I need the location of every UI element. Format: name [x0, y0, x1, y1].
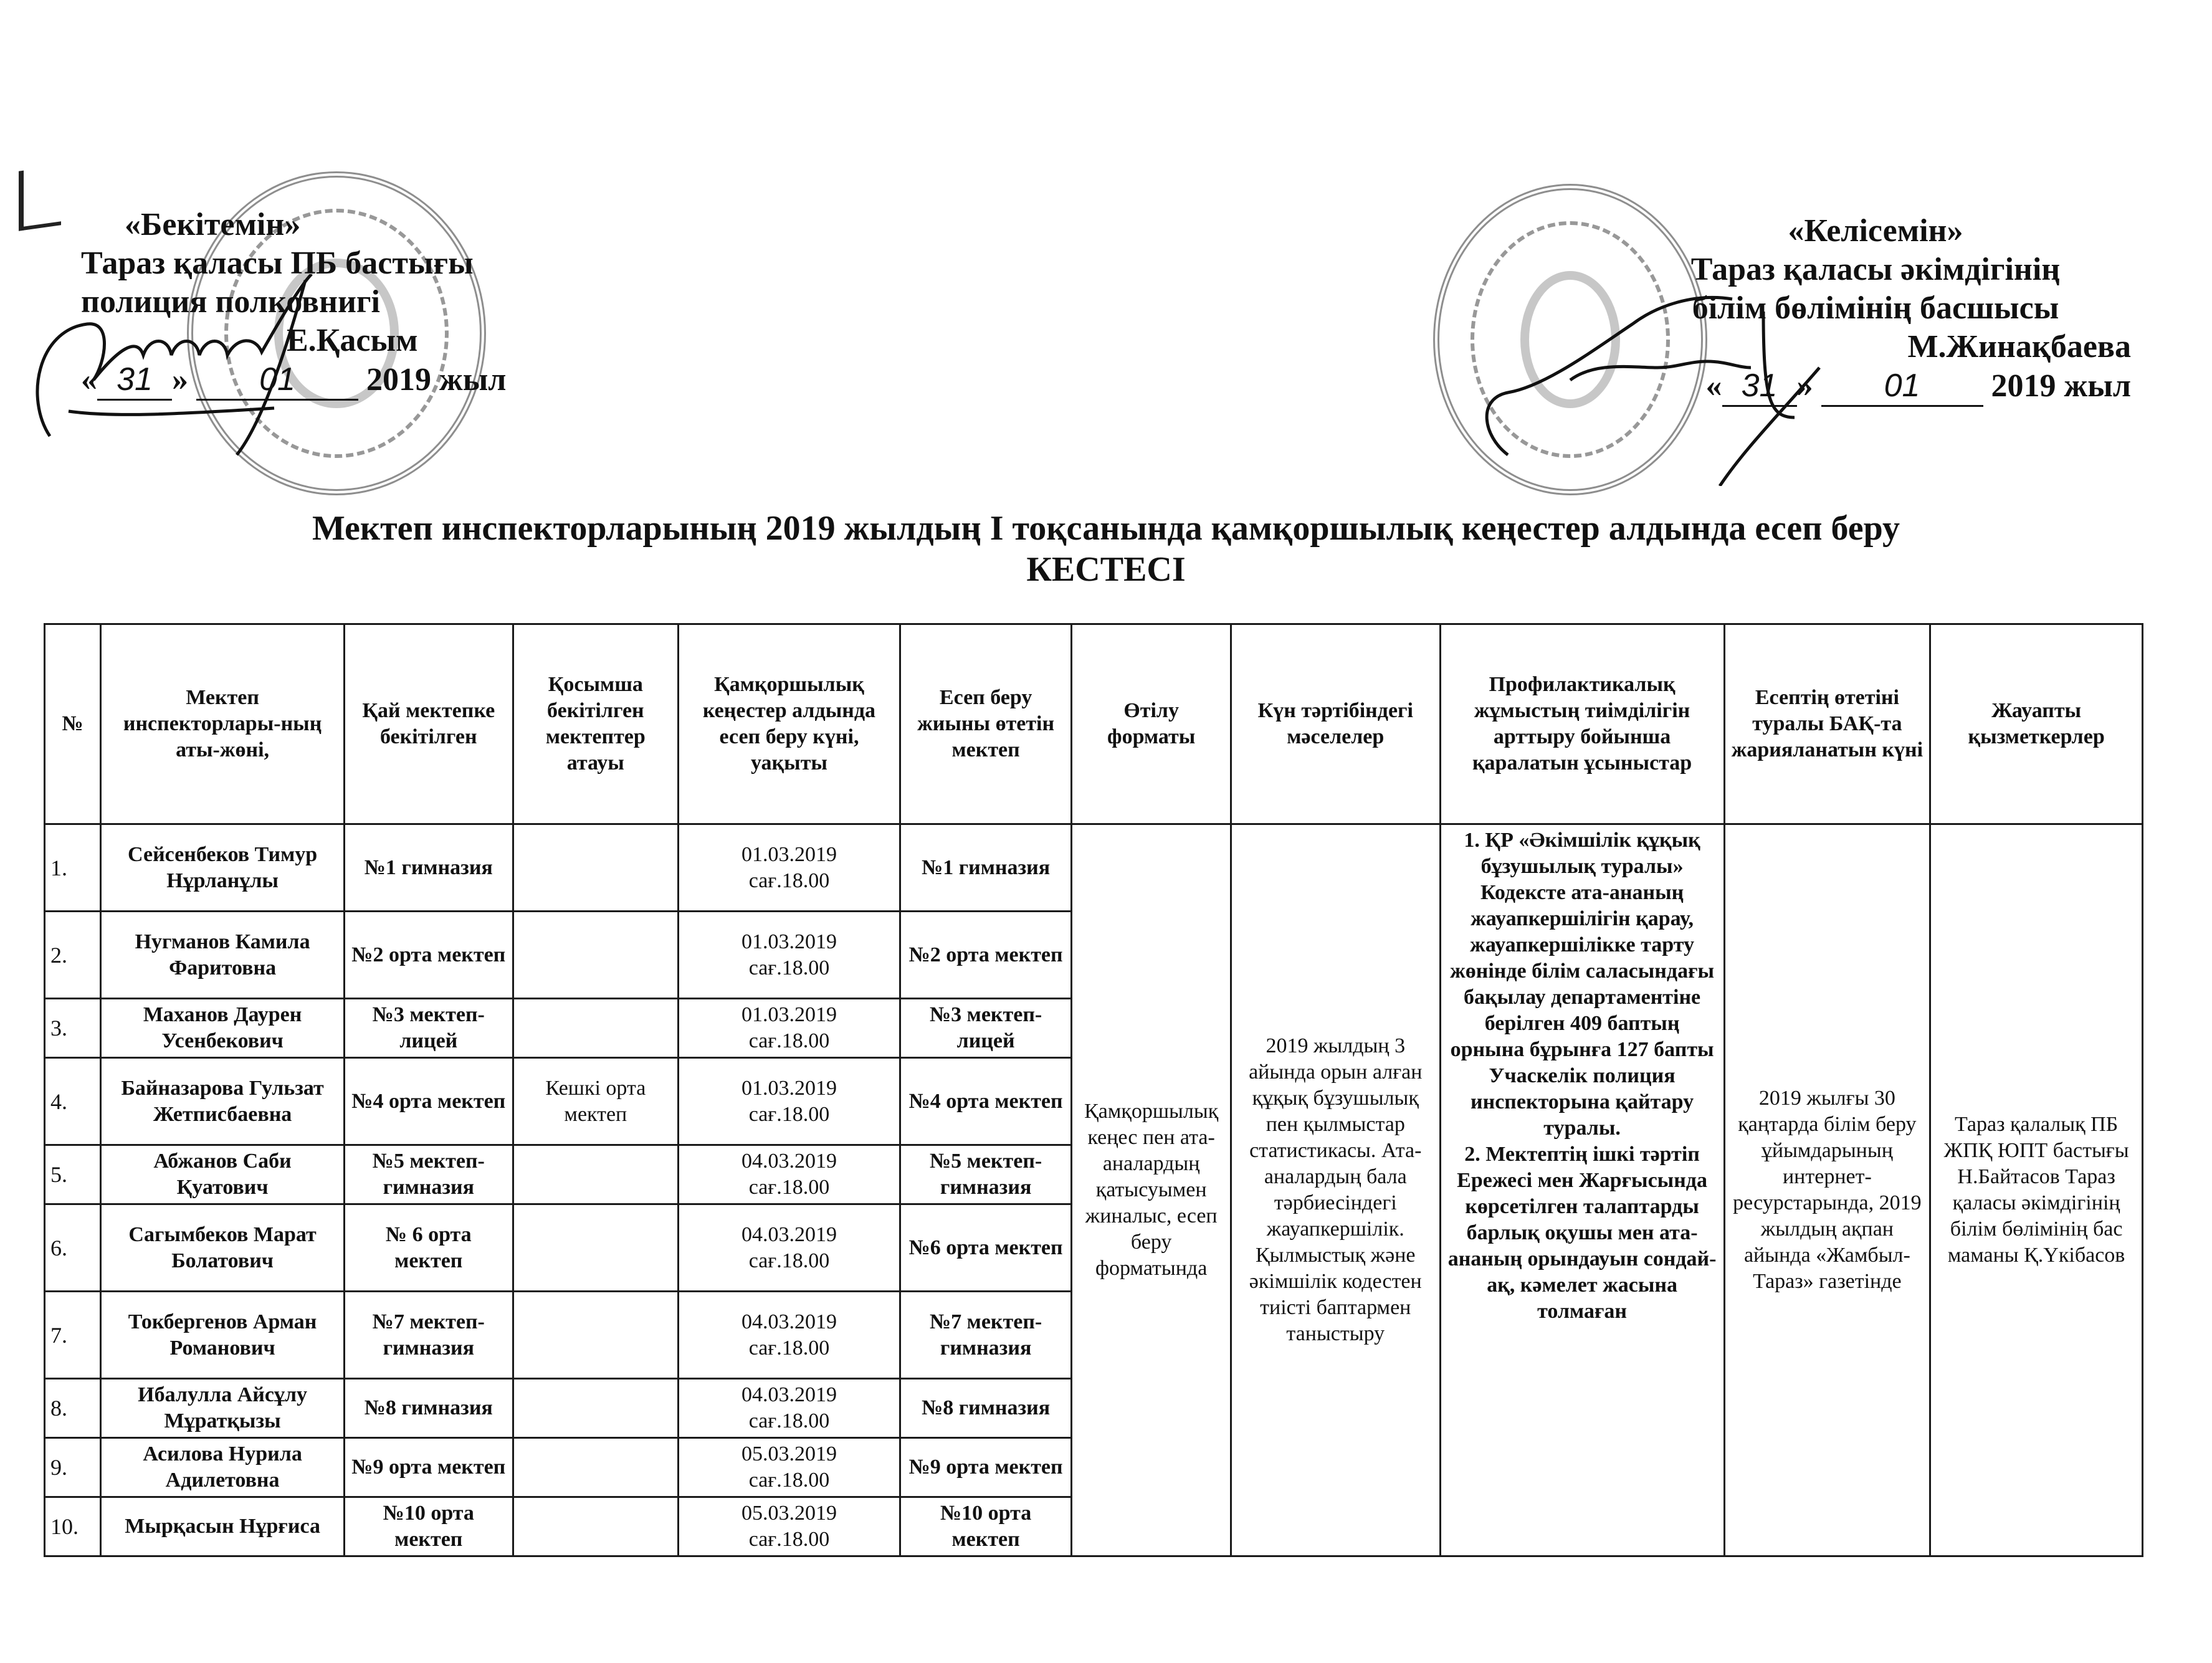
approval-left-month: 01 — [196, 360, 358, 401]
additional-school — [513, 1379, 679, 1438]
row-number: 4. — [45, 1058, 101, 1145]
assigned-school: №10 орта мектеп — [345, 1497, 513, 1556]
report-datetime — [679, 824, 900, 912]
venue-school: №4 орта мектеп — [900, 1058, 1072, 1145]
report-datetime — [679, 1204, 900, 1292]
venue-school: №10 орта мектеп — [900, 1497, 1072, 1556]
signature-right — [1471, 274, 1857, 486]
report-date: 01.03.2019 — [741, 1003, 837, 1026]
report-time: сағ.18.00 — [748, 956, 830, 979]
venue-school: №1 гимназия — [900, 824, 1072, 912]
approval-left-day: 31 — [97, 360, 172, 401]
report-date: 04.03.2019 — [741, 1150, 837, 1173]
row-number: 6. — [45, 1204, 101, 1292]
inspector-name: Байназарова Гульзат Жетписбаевна — [101, 1058, 345, 1145]
report-date: 04.03.2019 — [741, 1383, 837, 1406]
header-venue-school: Есеп беру жиыны өтетін мектеп — [900, 624, 1072, 824]
report-date: 04.03.2019 — [741, 1222, 837, 1246]
recommendation-1: 1. ҚР «Әкімшілік құқық бұзушылық туралы» Кодексте ата-ананың жауапкершілігін қарау, жауапкершілікке тарту жөнінде білім саласындағы бақылау департаментіне берілген 409 баптың орнына бұрынға 127 бапты Учаскелік полиция инспекторына қайтару туралы. — [1450, 829, 1715, 1140]
header-additional-schools: Қосымша бекітілген мектептер атауы — [513, 624, 679, 824]
report-time: сағ.18.00 — [748, 1336, 830, 1360]
report-date: 01.03.2019 — [741, 930, 837, 953]
approval-right-position-2: білім бөлімінің басшысы — [1692, 290, 2059, 326]
assigned-school: №8 гимназия — [345, 1379, 513, 1438]
report-time: сағ.18.00 — [748, 869, 830, 892]
inspector-name: Асилова Нурила Адилетовна — [101, 1438, 345, 1497]
approval-right-day: 31 — [1722, 366, 1797, 407]
row-number: 1. — [45, 824, 101, 912]
report-time: сағ.18.00 — [748, 1249, 830, 1272]
approval-left-date: « 31 » 01 2019 жыл — [81, 360, 592, 401]
schedule-table — [44, 623, 2143, 1557]
report-time: сағ.18.00 — [748, 1469, 830, 1492]
media-date-cell: 2019 жылғы 30 қаңтарда білім беру ұйымдарының интернет-ресурстарында, 2019 жылдың ақпан айында «Жамбыл-Тараз» газетінде — [1724, 824, 1930, 1556]
row-number: 10. — [45, 1497, 101, 1556]
report-datetime — [679, 999, 900, 1058]
title-line-1: Мектеп инспекторларының 2019 жылдың I тоқсанында қамқоршылық кеңестер алдында есеп беру — [312, 509, 1900, 548]
document-title — [0, 508, 2212, 590]
assigned-school: № 6 орта мектеп — [345, 1204, 513, 1292]
additional-school — [513, 1292, 679, 1379]
report-date: 01.03.2019 — [741, 1076, 837, 1100]
assigned-school: №9 орта мектеп — [345, 1438, 513, 1497]
additional-school: Кешкі орта мектеп — [513, 1058, 679, 1145]
report-date: 01.03.2019 — [741, 842, 837, 866]
header-agenda: Күн тәртібіндегі мәселелер — [1231, 624, 1440, 824]
report-time: сағ.18.00 — [748, 1102, 830, 1126]
row-number: 9. — [45, 1438, 101, 1497]
margin-bracket-mark — [19, 165, 61, 231]
header-responsible-staff: Жауапты қызметкерлер — [1930, 624, 2143, 824]
report-datetime — [679, 1497, 900, 1556]
approval-right-signatory: М.Жинақбаева — [1907, 329, 2131, 365]
row-number: 8. — [45, 1379, 101, 1438]
report-datetime — [679, 912, 900, 999]
table-header-row — [45, 624, 2143, 824]
report-date: 04.03.2019 — [741, 1310, 837, 1333]
additional-school — [513, 1438, 679, 1497]
additional-school — [513, 1145, 679, 1204]
title-line-2: КЕСТЕСІ — [1026, 550, 1186, 589]
agenda-cell: 2019 жылдың 3 айында орын алған құқық бұзушылық пен қылмыстар статистикасы. Ата-аналардың бала тәрбиесіндегі жауапкершілік. Қылмыстық және әкімшілік кодестен тиісті баптармен таныстыру — [1231, 824, 1440, 1556]
report-time: сағ.18.00 — [748, 1029, 830, 1052]
inspector-name: Мырқасын Нұрғиса — [101, 1497, 345, 1556]
row-number: 7. — [45, 1292, 101, 1379]
report-datetime — [679, 1058, 900, 1145]
venue-school: №6 орта мектеп — [900, 1204, 1072, 1292]
header-format: Өтілу форматы — [1072, 624, 1231, 824]
inspector-name: Абжанов Саби Қуатович — [101, 1145, 345, 1204]
venue-school: №7 мектеп-гимназия — [900, 1292, 1072, 1379]
report-date: 05.03.2019 — [741, 1442, 837, 1465]
additional-school — [513, 999, 679, 1058]
approval-left-position-2: полиция полковнигі — [81, 284, 380, 320]
header-assigned-school: Қай мектепке бекітілген — [345, 624, 513, 824]
inspector-name: Сагымбеков Марат Болатович — [101, 1204, 345, 1292]
report-time: сағ.18.00 — [748, 1409, 830, 1432]
approval-left-heading: «Бекітемін» — [125, 207, 301, 242]
report-datetime — [679, 1292, 900, 1379]
header-report-date-time: Қамқоршылық кеңестер алдында есеп беру күні, уақыты — [679, 624, 900, 824]
additional-school — [513, 912, 679, 999]
additional-school — [513, 1204, 679, 1292]
table-row — [45, 824, 2143, 912]
assigned-school: №7 мектеп-гимназия — [345, 1292, 513, 1379]
approval-right-position-1: Тараз қаласы әкімдігінің — [1690, 252, 2061, 287]
assigned-school: №1 гимназия — [345, 824, 513, 912]
report-datetime — [679, 1438, 900, 1497]
format-cell: Қамқоршылық кеңес пен ата-аналардың қатысуымен жиналыс, есеп беру форматында — [1072, 824, 1231, 1556]
venue-school: №8 гимназия — [900, 1379, 1072, 1438]
approval-left-signatory: Е.Қасым — [287, 323, 418, 358]
approval-right-year: 2019 жыл — [1991, 368, 2131, 404]
assigned-school: №5 мектеп-гимназия — [345, 1145, 513, 1204]
report-datetime — [679, 1379, 900, 1438]
approval-right-date: « 31 » 01 2019 жыл — [1620, 366, 2131, 407]
approval-left-position-1: Тараз қаласы ПБ бастығы — [81, 245, 474, 281]
recommendations-cell — [1440, 824, 1724, 1556]
assigned-school: №4 орта мектеп — [345, 1058, 513, 1145]
report-date: 05.03.2019 — [741, 1502, 837, 1525]
venue-school: №9 орта мектеп — [900, 1438, 1072, 1497]
header-media-date: Есептің өтетіні туралы БАҚ-та жарияланатын күні — [1724, 624, 1930, 824]
row-number: 5. — [45, 1145, 101, 1204]
report-time: сағ.18.00 — [748, 1176, 830, 1199]
venue-school: №2 орта мектеп — [900, 912, 1072, 999]
signature-left — [12, 274, 449, 461]
approval-left-year: 2019 жыл — [366, 362, 507, 398]
report-time: сағ.18.00 — [748, 1528, 830, 1551]
additional-school — [513, 824, 679, 912]
row-number: 3. — [45, 999, 101, 1058]
inspector-name: Сейсенбеков Тимур Нұрланұлы — [101, 824, 345, 912]
inspector-name: Нугманов Камила Фаритовна — [101, 912, 345, 999]
venue-school: №5 мектеп-гимназия — [900, 1145, 1072, 1204]
header-recommendations: Профилактикалық жұмыстың тиімділігін арттыру бойынша қаралатын ұсыныстар — [1440, 624, 1724, 824]
row-number: 2. — [45, 912, 101, 999]
inspector-name: Маханов Даурен Усенбекович — [101, 999, 345, 1058]
inspector-name: Ибалулла Айсұлу Мұратқызы — [101, 1379, 345, 1438]
header-number: № — [45, 624, 101, 824]
assigned-school: №3 мектеп-лицей — [345, 999, 513, 1058]
responsible-staff-cell: Тараз қалалық ПБ ЖПҚ ЮПТ бастығы Н.Байтасов Тараз қаласы әкімдігінің білім бөлімінің бас маманы Қ.Үкібасов — [1930, 824, 2143, 1556]
recommendation-2: 2. Мектептің ішкі тәртіп Ережесі мен Жарғысында көрсетілген талаптарды барлық оқушы мен ата-ананың орындауын сондай-ақ, кәмелет жасына толмаған — [1447, 1143, 1717, 1323]
header-inspector-name: Мектеп инспекторлары-ның аты-жөні, — [101, 624, 345, 824]
report-datetime — [679, 1145, 900, 1204]
additional-school — [513, 1497, 679, 1556]
approval-right-month: 01 — [1821, 366, 1983, 407]
venue-school: №3 мектеп-лицей — [900, 999, 1072, 1058]
approval-right-heading: «Келісемін» — [1788, 213, 1963, 249]
inspector-name: Токбергенов Арман Романович — [101, 1292, 345, 1379]
assigned-school: №2 орта мектеп — [345, 912, 513, 999]
